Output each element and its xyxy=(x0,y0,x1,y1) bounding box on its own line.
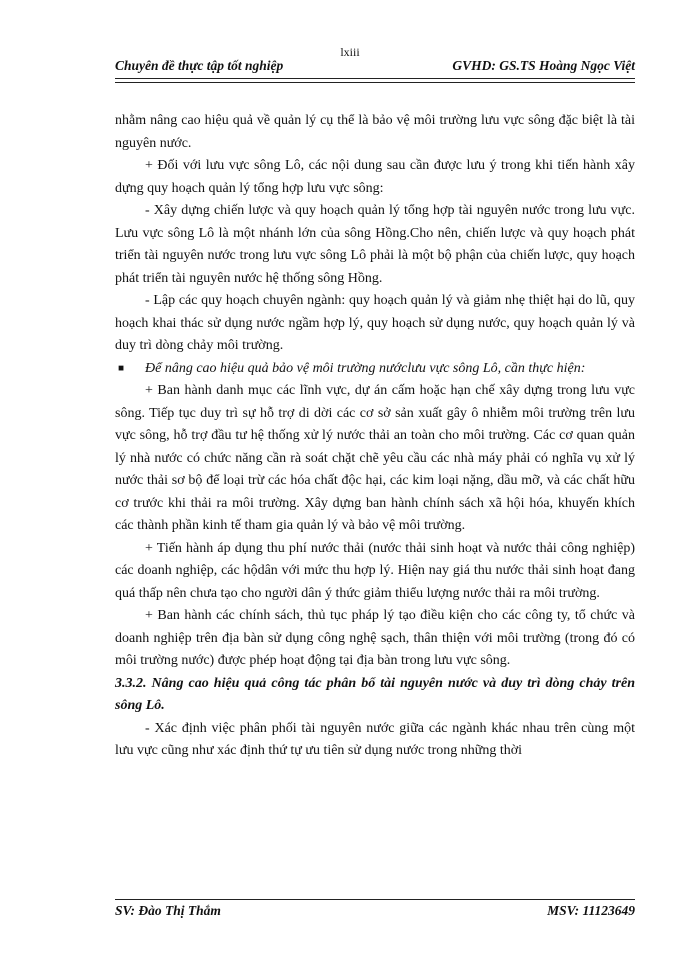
paragraph-strategy: - Xây dựng chiến lược và quy hoạch quản lý tổng hợp tài nguyên nước trong lưu vực. Lưu vực sông Lô là một nhánh lớn của sông Hồng.Cho nên, chiến lược và quy hoạch phát triển tài nguyên nước trong lưu vực sông Lô phải là một bộ phận của chiến lược, quy hoạch phát triển tài nguyên nước hệ thống sông Hồng. xyxy=(115,203,635,286)
paragraph-restrictions: + Ban hành danh mục các lĩnh vực, dự án cấm hoặc hạn chế xây dựng trong lưu vực sông. Tiếp tục duy trì sự hỗ trợ di dời các cơ sở sản xuất gây ô nhiễm môi trường trên lưu vực sông, hỗ trợ đầu tư hệ thống xử lý nước thải an toàn cho môi trường. Các cơ quan quản lý nhà nước có chức năng cần rà soát chặt chẽ yêu cầu các nhà máy phải có nghĩa vụ xử lý nước thải sơ bộ để loại trừ các hóa chất độc hại, các kim loại nặng, dầu mỡ, và các chất hữu cơ trước khi thải ra môi trường. Xây dựng ban hành chính sách xã hội hóa, khuyến khích các thành phần kinh tế tham gia quản lý và bảo vệ môi trường. xyxy=(115,383,635,533)
bullet-text: Để nâng cao hiệu quả bảo vệ môi trường nướclưu vực sông Lô, cần thực hiện: xyxy=(145,360,586,376)
footer-student-name: SV: Đào Thị Thắm xyxy=(115,903,221,918)
paragraph-wastewater-fees: + Tiến hành áp dụng thu phí nước thải (nước thải sinh hoạt và nước thải công nghiệp) các doanh nghiệp, các hộdân với mức thu hợp lý. Hiện nay giá thu nước thải sinh hoạt đang quá thấp nên chưa tạo cho người dân ý thức giảm thiểu lượng nước thải ra môi trường. xyxy=(115,540,635,601)
paragraph-clean-technology: + Ban hành các chính sách, thủ tục pháp lý tạo điều kiện cho các công ty, tổ chức và doanh nghiệp trên địa bàn sử dụng công nghệ sạch, thân thiện với môi trường (trong đó có môi trường nước) được phép hoạt động tại địa bàn trong lưu vực sông. xyxy=(115,608,635,668)
section-heading: 3.3.2. Nâng cao hiệu quả công tác phân bổ tài nguyên nước và duy trì dòng chảy trên sông Lô. xyxy=(115,675,635,713)
paragraph-specialized-planning: - Lập các quy hoạch chuyên ngành: quy hoạch quản lý và giảm nhẹ thiệt hại do lũ, quy hoạch khai thác sử dụng nước ngầm hợp lý, quy hoạch sử dụng nước, quy hoạch quản lý và duy trì dòng chảy môi trường. xyxy=(115,293,635,353)
header-divider xyxy=(115,78,635,83)
bullet-item xyxy=(115,358,635,381)
footer-student-id: MSV: 11123649 xyxy=(547,903,635,918)
page-number: lxiii xyxy=(340,45,360,59)
header-advisor: GVHD: GS.TS Hoàng Ngọc Việt xyxy=(452,58,635,73)
paragraph-continuation: nhằm nâng cao hiệu quả về quản lý cụ thể là bảo vệ môi trường lưu vực sông đặc biệt là tài nguyên nước. xyxy=(115,113,635,151)
paragraph-song-lo-planning: + Đối với lưu vực sông Lô, các nội dung sau cần được lưu ý trong khi tiến hành xây dựng quy hoạch quản lý tổng hợp lưu vực sông: xyxy=(115,158,635,196)
square-bullet-icon: ■ xyxy=(118,362,125,374)
paragraph-water-allocation: - Xác định việc phân phối tài nguyên nước giữa các ngành khác nhau trên cùng một lưu vực cũng như xác định thứ tự ưu tiên sử dụng nước trong những thời xyxy=(115,720,635,758)
page-footer xyxy=(115,903,635,921)
page-header xyxy=(115,58,635,76)
footer-divider xyxy=(115,899,635,900)
document-body xyxy=(115,110,635,763)
header-document-title: Chuyên đề thực tập tốt nghiệp xyxy=(115,58,284,73)
